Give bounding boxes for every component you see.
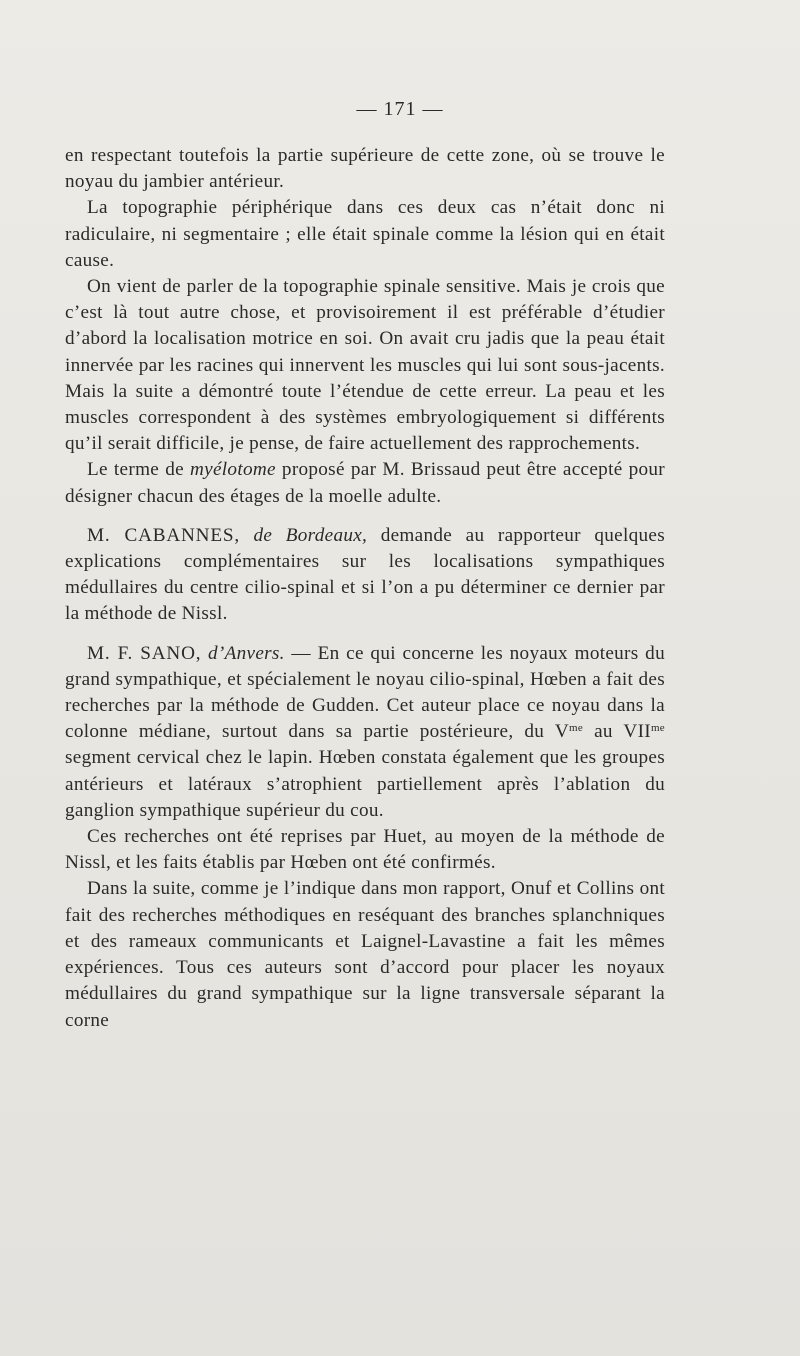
- body-text: [65, 143, 665, 1034]
- paragraph-7: Ces recherches ont été reprises par Huet, au moyen de la méthode de Nissl, et les faits établis par Hœben ont été confirmés.: [65, 826, 665, 874]
- page-number: — 171 —: [356, 98, 444, 120]
- term-myelotome: myélotome: [190, 459, 276, 481]
- speaker-place: d’Anvers.: [208, 642, 285, 664]
- paragraph-8: Dans la suite, comme je l’indique dans mon rapport, Onuf et Collins ont fait des recherches méthodiques en reséquant des branches splanchniques et des rameaux communicants et Laignel-Lavastine a fait les mêmes expériences. Tous ces auteurs sont d’accord pour placer les noyaux médullaires du grand sympathique sur la ligne transversale séparant la corne: [65, 878, 665, 1031]
- speaker-sano: [65, 641, 665, 824]
- speaker-text-c: segment cervical chez le lapin. Hœben constata également que les groupes antérieurs et latéraux s’atrophient partiellement après l’ablation du ganglion sympathique supérieur du cou.: [65, 747, 665, 821]
- p4-start: Le terme de: [87, 459, 184, 481]
- speaker-text: demande au rapporteur quelques explications complémentaires sur les localisations sympathiques médullaires du centre cilio-spinal et si l’on a pu déterminer ce dernier par la méthode de Nissl.: [65, 524, 665, 625]
- paragraph-1: en respectant toutefois la partie supérieure de cette zone, où se trouve le noyau du jambier antérieur.: [65, 145, 665, 193]
- speaker-name: M. F. SANO,: [87, 642, 202, 664]
- speaker-cabannes: [65, 523, 665, 628]
- speaker-text-a: — En ce qui concerne les noyaux moteurs du grand sympathique, et spécialement le noyau cilio-spinal, Hœben a fait des recherches par la méthode de Gudden. Cet auteur place ce noyau dans la colonne médiane, surtout dans sa partie postérieure, du V: [65, 642, 665, 743]
- superscript-me: me: [569, 722, 584, 735]
- speaker-text-b: au VII: [594, 721, 651, 743]
- p4-end: proposé par M. Brissaud peut être accepté pour désigner chacun des étages de la moelle adulte.: [65, 459, 665, 507]
- paragraph-3: On vient de parler de la topographie spinale sensitive. Mais je crois que c’est là tout autre chose, et provisoirement il est préférable d’étudier d’abord la localisation motrice en soi. On avait cru jadis que la peau était innervée par les racines qui innervent les muscles qui lui sont sous-jacents. Mais la suite a démontré toute l’étendue de cette erreur. La peau et les muscles correspondent à des systèmes embryologiquement si différents qu’il serait difficile, je pense, de faire actuellement des rapprochements.: [65, 276, 665, 455]
- superscript-me-2: me: [650, 722, 665, 735]
- speaker-name: M. CABANNES,: [87, 524, 240, 546]
- paragraph-4: [65, 457, 665, 509]
- paragraph-2: La topographie périphérique dans ces deux cas n’était donc ni radiculaire, ni segmentaire ; elle était spinale comme la lésion qui en était cause.: [65, 197, 665, 271]
- speaker-place: de Bordeaux,: [253, 524, 368, 546]
